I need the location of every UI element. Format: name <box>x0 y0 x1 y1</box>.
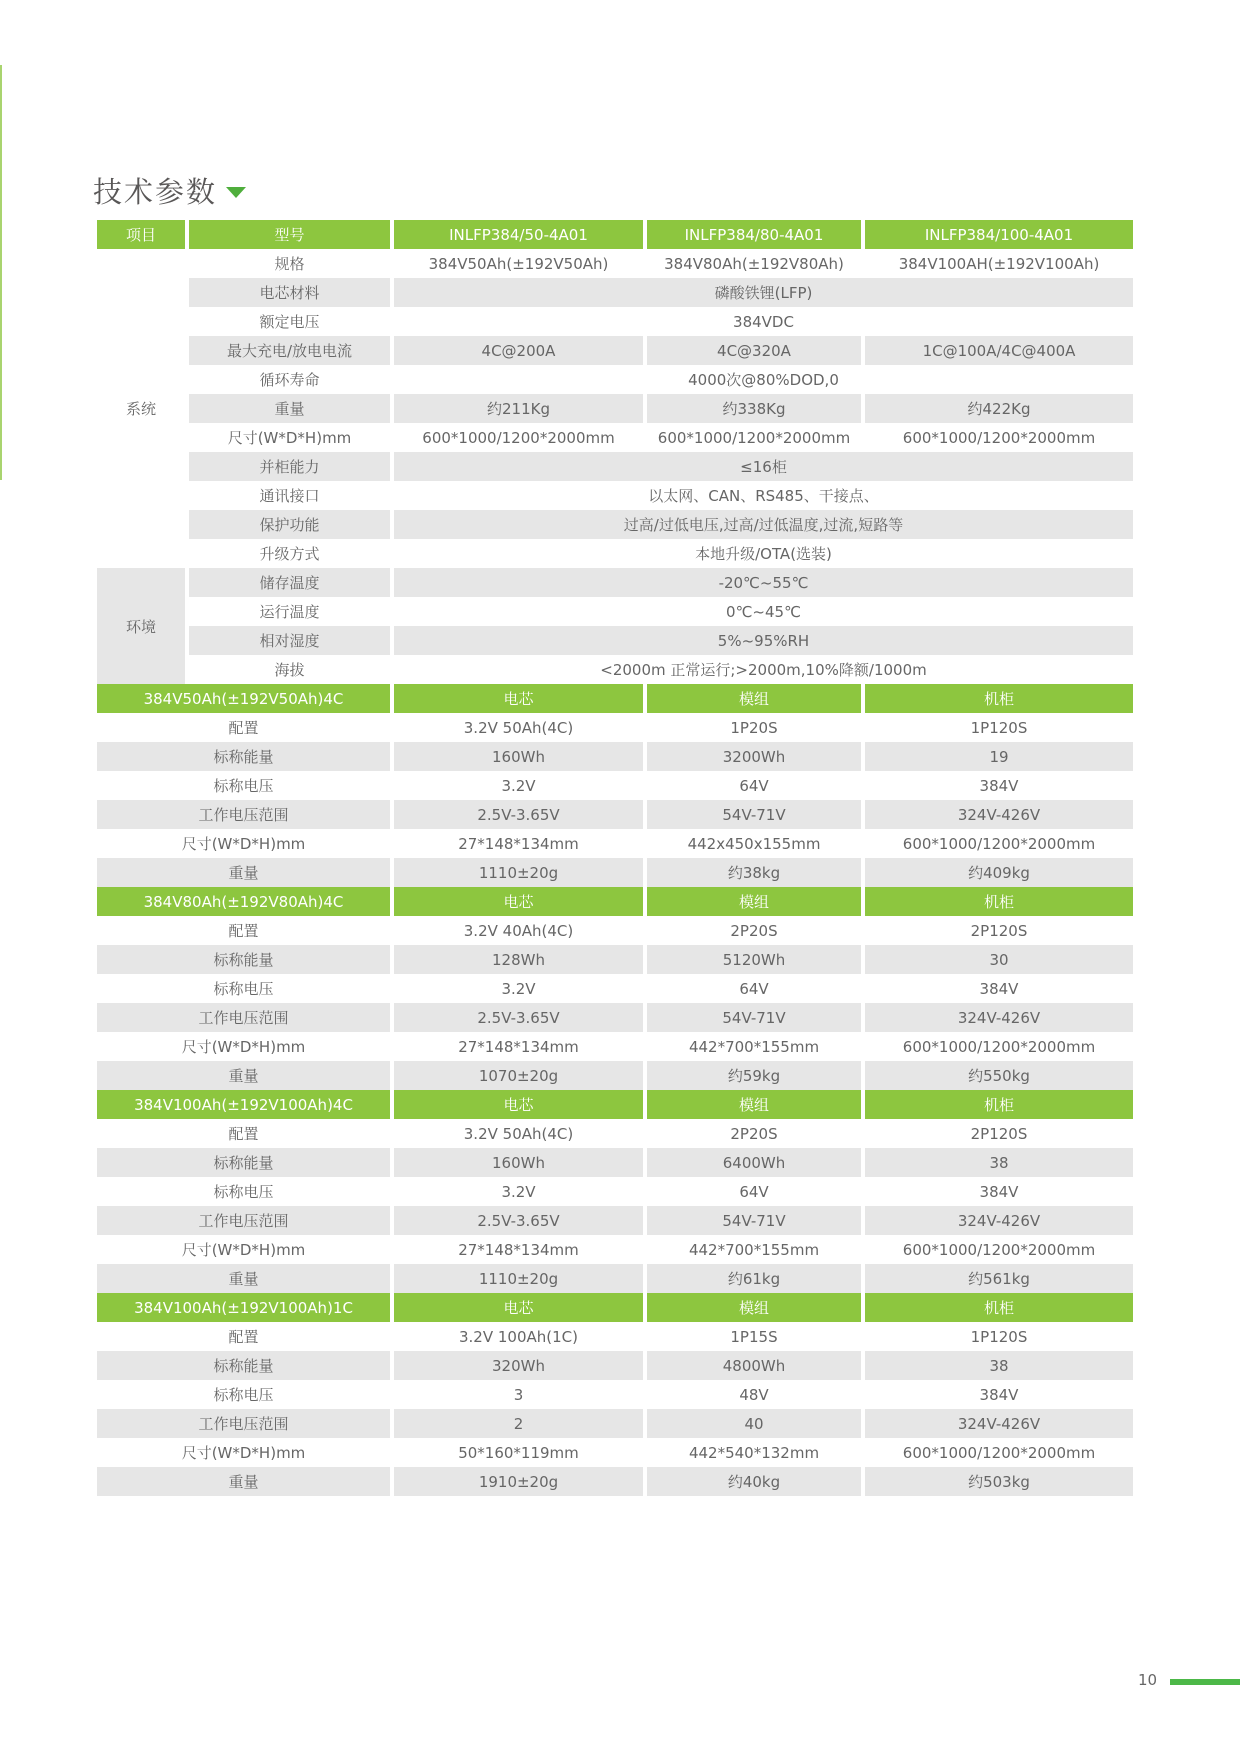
section-value-cell: 1P20S <box>730 718 778 737</box>
section-value-cell: 40 <box>647 1409 861 1438</box>
section-title: 384V100Ah(±192V100Ah)4C <box>97 1090 390 1119</box>
section-value-cell: 1910±20g <box>394 1467 643 1496</box>
section-value-cell: 324V-426V <box>865 1003 1133 1032</box>
section-value-cell: 38 <box>865 1148 1133 1177</box>
section-title: 384V100Ah(±192V100Ah)1C <box>97 1293 390 1322</box>
section-column-header: 模组 <box>647 1090 861 1119</box>
section-row-label: 重量 <box>97 1264 390 1293</box>
section-value-cell: 1P120S <box>970 718 1028 737</box>
spec-row-label: 海拔 <box>274 661 305 679</box>
spec-row-label: 额定电压 <box>259 313 320 331</box>
page-number: 10 <box>1138 1671 1158 1689</box>
section-row-label: 工作电压范围 <box>97 1409 390 1438</box>
triangle-down-icon <box>226 187 246 198</box>
section-row-label: 尺寸(W*D*H)mm <box>181 835 306 853</box>
spec-value-cell: 过高/过低电压,过高/过低温度,过流,短路等 <box>394 510 1133 539</box>
section-column-header: 电芯 <box>394 684 643 713</box>
section-value-cell: 2P120S <box>970 921 1028 940</box>
spec-value-cell: 4C@200A <box>394 336 643 365</box>
section-value-cell: 600*1000/1200*2000mm <box>902 834 1096 853</box>
spec-value-cell: 约211Kg <box>394 394 643 423</box>
spec-row-label: 重量 <box>189 394 390 423</box>
section-value-cell: 48V <box>739 1385 769 1404</box>
spec-row-label: 规格 <box>274 255 305 273</box>
section-row-label: 尺寸(W*D*H)mm <box>181 1038 306 1056</box>
section-value-cell: 1070±20g <box>394 1061 643 1090</box>
section-value-cell: 384V <box>979 1182 1019 1201</box>
section-row-label: 标称能量 <box>97 1351 390 1380</box>
section-title: 384V50Ah(±192V50Ah)4C <box>97 684 390 713</box>
section-value-cell: 1P120S <box>970 1327 1028 1346</box>
section-value-cell: 3.2V <box>501 1182 536 1201</box>
spec-value-cell: 600*1000/1200*2000mm <box>902 428 1096 447</box>
section-value-cell: 约40kg <box>647 1467 861 1496</box>
spec-value-cell: <2000m 正常运行;>2000m,10%降额/1000m <box>600 661 927 679</box>
section-value-cell: 54V-71V <box>647 1206 861 1235</box>
spec-value-cell: 本地升级/OTA(选装) <box>695 545 832 563</box>
section-value-cell: 160Wh <box>394 1148 643 1177</box>
section-value-cell: 442*700*155mm <box>688 1240 820 1259</box>
section-value-cell: 2P120S <box>970 1124 1028 1143</box>
spec-row-label: 运行温度 <box>259 603 320 621</box>
section-value-cell: 3.2V <box>501 979 536 998</box>
section-column-header: 电芯 <box>394 887 643 916</box>
spec-value-cell: 384V80Ah(±192V80Ah) <box>664 254 844 273</box>
left-accent-line <box>0 65 2 480</box>
spec-row-label: 升级方式 <box>259 545 320 563</box>
spec-value-cell: 0℃~45℃ <box>726 602 801 621</box>
section-column-header: 模组 <box>647 684 861 713</box>
spec-value-cell: 4000次@80%DOD,0 <box>688 371 839 389</box>
group-label: 系统 <box>125 400 156 418</box>
section-value-cell: 约59kg <box>647 1061 861 1090</box>
section-value-cell: 3.2V 40Ah(4C) <box>463 921 574 940</box>
section-value-cell: 324V-426V <box>865 1409 1133 1438</box>
spec-row-label: 并柜能力 <box>189 452 390 481</box>
page-number-bar <box>1170 1679 1240 1685</box>
section-value-cell: 384V <box>979 979 1019 998</box>
section-value-cell: 3 <box>513 1385 524 1404</box>
section-column-header: 机柜 <box>865 684 1133 713</box>
section-column-header: 模组 <box>647 887 861 916</box>
section-value-cell: 2 <box>394 1409 643 1438</box>
section-value-cell: 5120Wh <box>647 945 861 974</box>
section-value-cell: 600*1000/1200*2000mm <box>902 1443 1096 1462</box>
section-row-label: 标称电压 <box>213 1386 274 1404</box>
section-title: 384V80Ah(±192V80Ah)4C <box>97 887 390 916</box>
section-value-cell: 160Wh <box>394 742 643 771</box>
section-value-cell: 324V-426V <box>865 1206 1133 1235</box>
section-row-label: 标称能量 <box>97 742 390 771</box>
section-value-cell: 2.5V-3.65V <box>394 800 643 829</box>
section-value-cell: 2P20S <box>730 921 778 940</box>
spec-row-label: 相对湿度 <box>189 626 390 655</box>
spec-table <box>97 220 1133 1496</box>
section-value-cell: 30 <box>865 945 1133 974</box>
spec-row-label: 电芯材料 <box>189 278 390 307</box>
spec-value-cell: 5%~95%RH <box>394 626 1133 655</box>
section-value-cell: 64V <box>739 979 769 998</box>
section-value-cell: 442*700*155mm <box>688 1037 820 1056</box>
spec-value-cell: 384VDC <box>733 312 794 331</box>
spec-value-cell: -20℃~55℃ <box>394 568 1133 597</box>
spec-row-label: 通讯接口 <box>259 487 320 505</box>
section-value-cell: 54V-71V <box>647 800 861 829</box>
section-value-cell: 128Wh <box>394 945 643 974</box>
section-value-cell: 64V <box>739 776 769 795</box>
section-row-label: 标称电压 <box>213 980 274 998</box>
section-value-cell: 384V <box>979 1385 1019 1404</box>
section-value-cell: 4800Wh <box>647 1351 861 1380</box>
section-row-label: 配置 <box>228 922 259 940</box>
section-value-cell: 27*148*134mm <box>458 834 579 853</box>
section-row-label: 标称能量 <box>97 1148 390 1177</box>
section-row-label: 配置 <box>228 1125 259 1143</box>
header-cell: INLFP384/100-4A01 <box>865 220 1133 249</box>
section-row-label: 标称电压 <box>213 1183 274 1201</box>
spec-value-cell: 384V100AH(±192V100Ah) <box>898 254 1100 273</box>
section-value-cell: 27*148*134mm <box>458 1240 579 1259</box>
section-value-cell: 54V-71V <box>647 1003 861 1032</box>
section-column-header: 机柜 <box>865 1090 1133 1119</box>
header-cell: INLFP384/80-4A01 <box>647 220 861 249</box>
section-value-cell: 27*148*134mm <box>458 1037 579 1056</box>
section-value-cell: 3.2V 100Ah(1C) <box>458 1327 578 1346</box>
section-value-cell: 2.5V-3.65V <box>394 1206 643 1235</box>
spec-row-label: 循环寿命 <box>259 371 320 389</box>
section-column-header: 电芯 <box>394 1293 643 1322</box>
section-row-label: 标称能量 <box>97 945 390 974</box>
section-row-label: 工作电压范围 <box>97 1206 390 1235</box>
section-value-cell: 600*1000/1200*2000mm <box>902 1240 1096 1259</box>
section-value-cell: 442*540*132mm <box>688 1443 820 1462</box>
spec-value-cell: 384V50Ah(±192V50Ah) <box>428 254 609 273</box>
section-row-label: 工作电压范围 <box>97 1003 390 1032</box>
spec-value-cell: ≤16柜 <box>394 452 1133 481</box>
section-value-cell: 442x450x155mm <box>687 834 821 853</box>
section-column-header: 机柜 <box>865 887 1133 916</box>
spec-value-cell: 600*1000/1200*2000mm <box>422 428 615 447</box>
section-row-label: 标称电压 <box>213 777 274 795</box>
section-column-header: 机柜 <box>865 1293 1133 1322</box>
spec-row-label: 储存温度 <box>189 568 390 597</box>
section-row-label: 配置 <box>228 719 259 737</box>
section-value-cell: 38 <box>865 1351 1133 1380</box>
header-cell: INLFP384/50-4A01 <box>394 220 643 249</box>
section-row-label: 尺寸(W*D*H)mm <box>181 1241 306 1259</box>
spec-row-label: 最大充电/放电电流 <box>189 336 390 365</box>
section-value-cell: 6400Wh <box>647 1148 861 1177</box>
section-value-cell: 19 <box>865 742 1133 771</box>
section-value-cell: 3.2V 50Ah(4C) <box>463 718 574 737</box>
section-value-cell: 384V <box>979 776 1019 795</box>
section-value-cell: 320Wh <box>394 1351 643 1380</box>
spec-value-cell: 600*1000/1200*2000mm <box>657 428 851 447</box>
spec-value-cell: 约422Kg <box>865 394 1133 423</box>
page-title: 技术参数 <box>93 175 218 209</box>
section-column-header: 电芯 <box>394 1090 643 1119</box>
section-value-cell: 约561kg <box>865 1264 1133 1293</box>
section-value-cell: 3200Wh <box>647 742 861 771</box>
section-value-cell: 64V <box>739 1182 769 1201</box>
spec-value-cell: 1C@100A/4C@400A <box>865 336 1133 365</box>
section-value-cell: 600*1000/1200*2000mm <box>902 1037 1096 1056</box>
section-value-cell: 约550kg <box>865 1061 1133 1090</box>
section-value-cell: 约409kg <box>865 858 1133 887</box>
section-value-cell: 3.2V 50Ah(4C) <box>463 1124 574 1143</box>
header-cell: 型号 <box>189 220 390 249</box>
section-row-label: 重量 <box>97 1467 390 1496</box>
header-cell: 项目 <box>97 220 185 249</box>
section-value-cell: 1P15S <box>730 1327 778 1346</box>
spec-value-cell: 以太网、CAN、RS485、干接点、 <box>648 487 879 505</box>
spec-value-cell: 4C@320A <box>647 336 861 365</box>
section-value-cell: 3.2V <box>501 776 536 795</box>
section-value-cell: 约61kg <box>647 1264 861 1293</box>
section-value-cell: 约38kg <box>647 858 861 887</box>
spec-row-label: 保护功能 <box>189 510 390 539</box>
section-value-cell: 2.5V-3.65V <box>394 1003 643 1032</box>
section-value-cell: 约503kg <box>865 1467 1133 1496</box>
spec-value-cell: 磷酸铁锂(LFP) <box>394 278 1133 307</box>
section-value-cell: 1110±20g <box>394 858 643 887</box>
section-row-label: 重量 <box>97 1061 390 1090</box>
section-row-label: 工作电压范围 <box>97 800 390 829</box>
section-column-header: 模组 <box>647 1293 861 1322</box>
section-value-cell: 2P20S <box>730 1124 778 1143</box>
section-value-cell: 1110±20g <box>394 1264 643 1293</box>
section-value-cell: 324V-426V <box>865 800 1133 829</box>
spec-row-label: 尺寸(W*D*H)mm <box>227 429 352 447</box>
section-row-label: 重量 <box>97 858 390 887</box>
section-row-label: 尺寸(W*D*H)mm <box>181 1444 306 1462</box>
section-value-cell: 50*160*119mm <box>458 1443 579 1462</box>
section-row-label: 配置 <box>228 1328 259 1346</box>
spec-value-cell: 约338Kg <box>647 394 861 423</box>
group-label: 环境 <box>97 568 185 684</box>
